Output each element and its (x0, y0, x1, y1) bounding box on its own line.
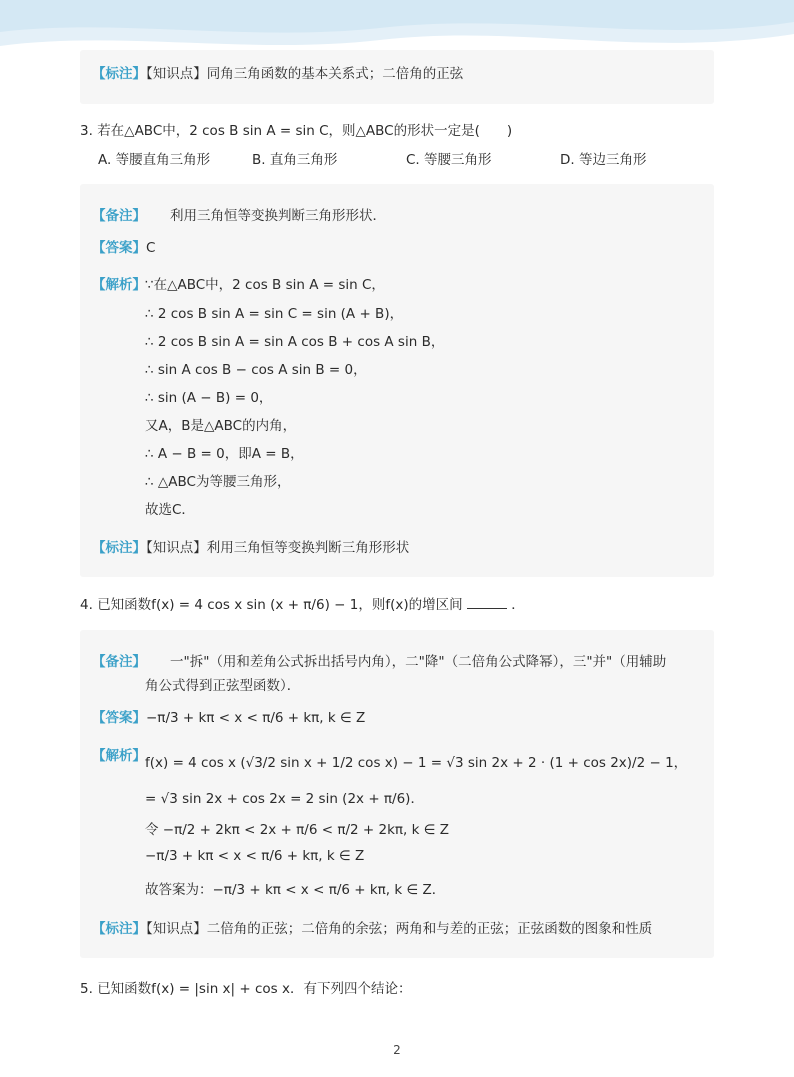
answer-text: −π/3 + kπ < x < π/6 + kπ, k ∈ Z (146, 710, 366, 726)
remark-text: 一"拆"（用和差角公式拆出括号内角），二"降"（二倍角公式降幂），三"并"（用辅助 (170, 654, 667, 670)
remark-label: 【备注】 (92, 654, 146, 670)
tag-row (92, 536, 409, 556)
remark-text: 利用三角恒等变换判断三角形形状． (170, 208, 386, 224)
question-3-solution-box (80, 184, 714, 577)
remark-text-2: 角公式得到正弦型函数）． (145, 678, 301, 694)
analysis-line: f(x) = 4 cos x (√3/2 sin x + 1/2 cos x) − 1 = √3 sin 2x + 2 · (1 + cos 2x)/2 − 1， (145, 755, 688, 771)
analysis-line: −π/3 + kπ < x < π/6 + kπ, k ∈ Z (145, 848, 365, 864)
question-text: 若在△ABC中，2 cos B sin A = sin C，则△ABC的形状一定是( ) (97, 123, 513, 139)
option-d: D. 等边三角形 (560, 152, 647, 168)
answer-row (92, 706, 365, 726)
analysis-line: 又A，B是△ABC的内角， (145, 418, 297, 434)
analysis-line: ∵在△ABC中，2 cos B sin A = sin C， (145, 277, 385, 293)
analysis-line: ∴ △ABC为等腰三角形， (145, 474, 291, 490)
remark-label: 【备注】 (92, 208, 146, 224)
question-4-stem (80, 593, 525, 613)
prev-tag-row (92, 62, 463, 82)
analysis-label: 【解析】 (92, 277, 146, 293)
tag-text: 【知识点】同角三角函数的基本关系式；二倍角的正弦 (146, 66, 464, 82)
tag-label: 【标注】 (92, 66, 146, 82)
question-text-end: ． (511, 597, 525, 613)
tag-label: 【标注】 (92, 921, 146, 937)
tag-row (92, 917, 652, 937)
remark-row (92, 204, 386, 224)
analysis-line: ∴ 2 cos B sin A = sin A cos B + cos A sin B， (145, 334, 445, 350)
question-5-stem (80, 977, 411, 997)
answer-blank[interactable] (467, 596, 507, 609)
question-number: 3. (80, 123, 93, 139)
analysis-line: ∴ A − B = 0，即A = B， (145, 446, 304, 462)
question-3-stem (80, 119, 512, 139)
question-4-solution-box (80, 630, 714, 958)
analysis-line: ∴ 2 cos B sin A = sin C = sin (A + B)， (145, 306, 404, 322)
page-number: 2 (393, 1043, 401, 1057)
option-b: B. 直角三角形 (252, 152, 338, 168)
analysis-line: ∴ sin A cos B − cos A sin B = 0， (145, 362, 367, 378)
question-number: 5. (80, 981, 93, 997)
answer-row (92, 236, 155, 256)
analysis-line: ∴ sin (A − B) = 0， (145, 390, 273, 406)
analysis-line: 故选C． (145, 502, 195, 518)
option-c: C. 等腰三角形 (406, 152, 492, 168)
question-text: 已知函数f(x) = 4 cos x sin (x + π/6) − 1，则f(x)的增区间 (97, 597, 463, 613)
analysis-label: 【解析】 (92, 748, 146, 764)
analysis-line: 令 −π/2 + 2kπ < 2x + π/6 < π/2 + 2kπ, k ∈ Z (145, 822, 450, 838)
question-text: 已知函数f(x) = |sin x| + cos x．有下列四个结论： (97, 981, 412, 997)
analysis-line: 故答案为：−π/3 + kπ < x < π/6 + kπ, k ∈ Z． (145, 882, 446, 898)
analysis-line: = √3 sin 2x + cos 2x = 2 sin (2x + π/6)． (145, 791, 424, 807)
answer-text: C (146, 240, 156, 256)
answer-label: 【答案】 (92, 240, 146, 256)
option-a: A. 等腰直角三角形 (98, 152, 211, 168)
question-number: 4. (80, 597, 93, 613)
prev-tag-box (80, 50, 714, 104)
answer-label: 【答案】 (92, 710, 146, 726)
tag-text: 【知识点】利用三角恒等变换判断三角形形状 (146, 540, 410, 556)
remark-row (92, 650, 666, 670)
tag-label: 【标注】 (92, 540, 146, 556)
tag-text: 【知识点】二倍角的正弦；二倍角的余弦；两角和与差的正弦；正弦函数的图象和性质 (146, 921, 653, 937)
